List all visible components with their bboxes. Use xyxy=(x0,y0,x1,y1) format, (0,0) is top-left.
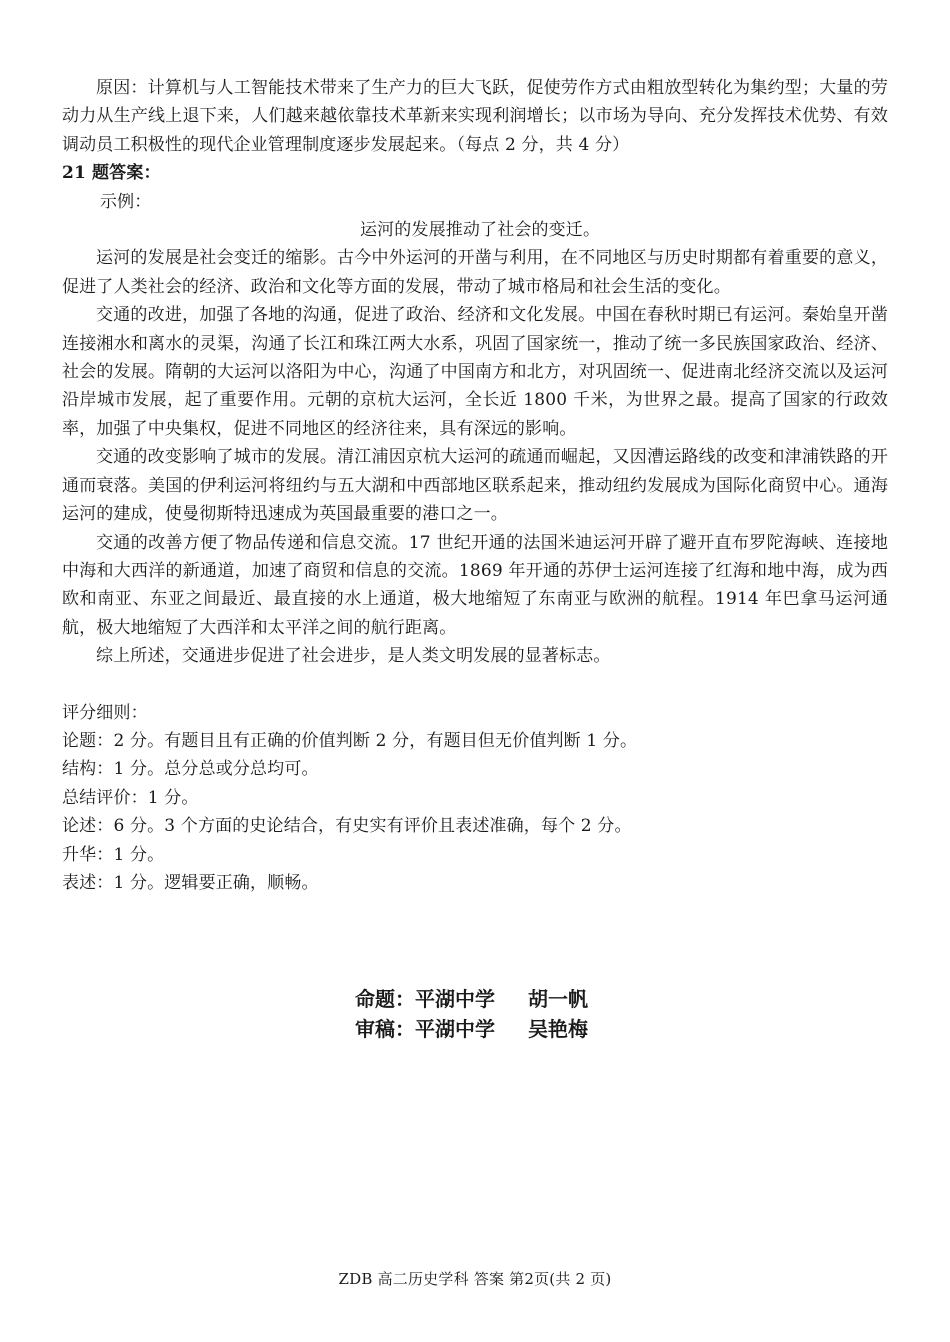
reviewer-label: 审稿：平湖中学 xyxy=(355,1017,495,1041)
example-label: 示例： xyxy=(100,191,152,212)
credit-author-row xyxy=(0,984,950,1014)
essay-paragraph-trade-exchange: 交通的改善方便了物品传递和信息交流。17 世纪开通的法国米迪运河开辟了避开直布罗陀海峡、连接地中海和大西洋的新通道，加速了商贸和信息的交流。1869 年开通的苏伊士运河连接了红海和地中海，成为西欧和南亚、东亚之间最近、最直接的水上通道，极大地缩短了东南亚与欧洲的航程。1914 年巴拿马运河通航，极大地缩短了大西洋和太平洋之间的航行距离。 xyxy=(62,532,888,638)
section-gap xyxy=(62,671,888,699)
credit-reviewer-row xyxy=(0,1014,950,1044)
author-name: 胡一帆 xyxy=(528,987,588,1011)
reviewer-name: 吴艳梅 xyxy=(528,1017,588,1041)
reason-paragraph: 原因：计算机与人工智能技术带来了生产力的巨大飞跃，促使劳作方式由粗放型转化为集约型；大量的劳动力从生产线上退下来，人们越来越依靠技术革新来实现利润增长；以市场为导向、充分发挥技术优势、有效调动员工积极性的现代企业管理制度逐步发展起来。（每点 2 分，共 4 分） xyxy=(62,78,888,155)
essay-paragraph-transport-improvement: 交通的改进，加强了各地的沟通，促进了政治、经济和文化发展。中国在春秋时期已有运河。秦始皇开凿连接湘水和离水的灵渠，沟通了长江和珠江两大水系，巩固了国家统一，推动了统一多民族国家政治、经济、社会的发展。隋朝的大运河以洛阳为中心，沟通了中国南方和北方，对巩固统一、促进南北经济交流以及运河沿岸城市发展，起了重要作用。元朝的京杭大运河，全长近 1800 千米，为世界之最。提高了国家的行政效率，加强了中央集权，促进不同地区的经济往来，具有深远的影响。 xyxy=(62,305,888,439)
question-21-heading: 21 题答案： xyxy=(62,163,161,184)
scoring-item-summary: 总结评价：1 分。 xyxy=(62,787,199,808)
scoring-section xyxy=(62,699,888,898)
scoring-item-topic: 论题：2 分。有题目且有正确的价值判断 2 分，有题目但无价值判断 1 分。 xyxy=(62,730,638,751)
author-label: 命题：平湖中学 xyxy=(355,987,495,1011)
scoring-item-elevation: 升华：1 分。 xyxy=(62,844,165,865)
scoring-item-argument: 论述：6 分。3 个方面的史论结合，有史实有评价且表述准确，每个 2 分。 xyxy=(62,816,632,837)
credits-block xyxy=(0,984,950,1044)
essay-paragraph-conclusion: 综上所述，交通进步促进了社会进步，是人类文明发展的显著标志。 xyxy=(96,646,611,667)
page-footer: ZDB 高二历史学科 答案 第2页(共 2 页) xyxy=(338,1270,612,1288)
essay-paragraph-city-development: 交通的改变影响了城市的发展。清江浦因京杭大运河的疏通而崛起，又因漕运路线的改变和津浦铁路的开通而衰落。美国的伊利运河将纽约与五大湖和中西部地区联系起来，推动纽约发展成为国际化商贸中心。通海运河的建成，使曼彻斯特迅速成为英国最重要的港口之一。 xyxy=(62,447,888,525)
scoring-item-structure: 结构：1 分。总分总或分总均可。 xyxy=(62,759,319,780)
essay-title: 运河的发展推动了社会的变迁。 xyxy=(360,220,601,241)
document-body xyxy=(62,74,888,897)
scoring-heading: 评分细则： xyxy=(62,702,148,723)
essay-paragraph-intro: 运河的发展是社会变迁的缩影。古今中外运河的开凿与利用，在不同地区与历史时期都有着重要的意义，促进了人类社会的经济、政治和文化等方面的发展，带动了城市格局和社会生活的变化。 xyxy=(62,248,888,297)
scoring-item-expression: 表述：1 分。逻辑要正确，顺畅。 xyxy=(62,872,319,893)
